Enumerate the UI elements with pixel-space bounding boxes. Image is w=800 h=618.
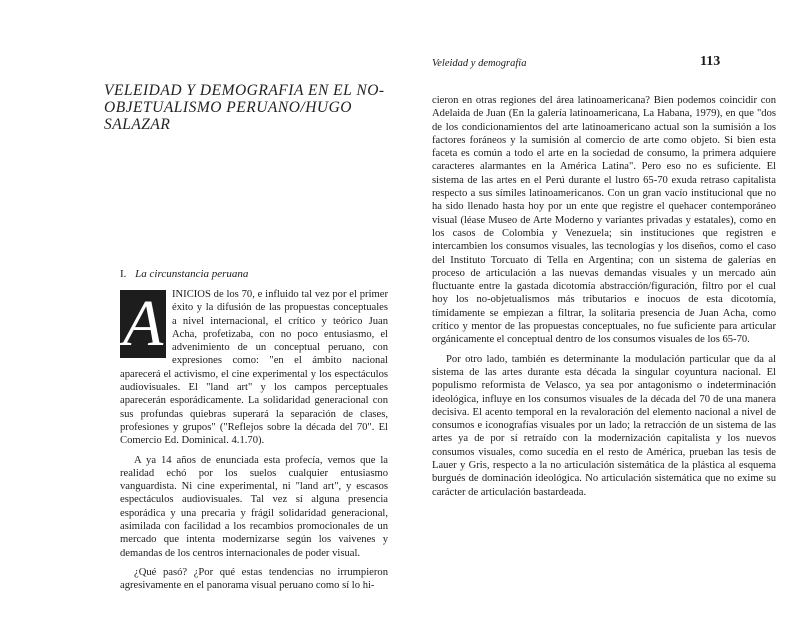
running-head: Veleidad y demografía xyxy=(432,58,527,69)
paragraph-continuation: cieron en otras regiones del área latinoamericana? Bien podemos coincidir con Adelaida de Juan (En la galería latinoamericana, La Habana, 1979), en que "dos de los condicionamientos del arte latinoamericano actual son la sumisión a los factores foráneos y la sumisión al comercio de arte como objeto. Si bien esta faceta es común a todo el arte en la sociedad de consumo, la primera adquiere caracteres alarmantes en la América Latina". Pero eso no es suficiente. El sistema de las artes en el Perú durante el lustro 65-70 exuda retraso capitalista respecto a sus símiles latinoamericanos. Con un gran vacío institucional que no ha sido llenado hasta hoy por un ente que registre el quehacer contemporáneo visual (léase Museo de Arte Moderno y variantes privadas y estatales), como en los casos de Colombia y Venezuela; sin instituciones que registren e intercambien los consumos visuales, las tecnologías y los diseños, como el caso del Instituto Torcuato di Tella en Argentina; con un sistema de galerías en proceso de articulación a las nuevas demandas visuales y un mercado aún fluctuante entre la gastada dicotomía abstracción/figuración, filtro por el cual hoy los no-objetualismos más tributarios e inocuos de esta dicotomía, tímidamente se empiezan a filtrar, la solitaria presencia de Juan Acha, como crítico y mentor de las propuestas conceptuales, no fue suficiente para articular orgánicamente el conceptual dentro de los consumos visuales de los 65-70. xyxy=(432,95,776,346)
section-heading xyxy=(120,268,248,280)
right-body-text xyxy=(432,94,776,505)
paragraph-2: A ya 14 años de enunciada esta profecía, vemos que la realidad echó por los suelos cualquier entusiasmo vanguardista. Ni cine experimental, ni "land art", y escasos espectáculos audiovisuales. Tal vez sí alguna presencia esporádica y una precaria y frágil solidaridad generacional, asimilada con facilidad a los recambios promocionales de un mercado que intenta modernizarse según los vaivenes y demandas de los centros internacionales de poder visual. xyxy=(120,454,388,559)
section-number: I. xyxy=(120,268,127,280)
article-title: VELEIDAD Y DEMOGRAFIA EN EL NO-OBJETUALISMO PERUANO/HUGO SALAZAR xyxy=(104,82,385,133)
left-body-text xyxy=(120,288,388,599)
paragraph-1-text: INICIOS de los 70, e influido tal vez por el primer éxito y la difusión de las propuestas conceptuales a nivel internacional, el crítico y teórico Juan Acha, profetizaba, con no poco entusiasmo, el advenimiento de un conceptual peruano, con expresiones como: "en el ámbito nacional aparecerá el activismo, el cine experimental y los espectáculos audiovisuales. El "land art" y los campos perceptuales aparecerán esporádicamente. La solidaridad generacional con sus profundas quiebras superará la separación de clases, profesiones y grupos" ("Reflejos sobre la década del 70". El Comercio Ed. Dominical. 4.1.70). xyxy=(120,289,388,447)
paragraph-next: Por otro lado, también es determinante la modulación particular que da al sistema de las artes durante esta década la singular coyuntura nacional. El populismo reformista de Velasco, ya sea por antagonismo o indeterminación ideológica, influye en los consumos visuales de la década del 70 de una manera decisiva. El acento temporal en la revaloración del elemento nacional a nivel de consumos e iconografías visuales por un lado; la retracción de un sistema de las artes ya de por sí retraído con la modernización capitalista y los nuevos consumos visuales, como sucedía en el resto de América, prueban las tesis de Lauer y Gris, respecto a la no articulación sistemática de la plástica al esquema burgués de dominación ideológica. No articulación sistemática que no exime su carácter de articulación bastardeada. xyxy=(432,353,776,498)
page-number: 113 xyxy=(700,54,721,69)
paragraph-1 xyxy=(120,288,388,448)
right-page xyxy=(400,0,800,618)
paragraph-3: ¿Qué pasó? ¿Por qué estas tendencias no irrumpieron agresivamente en el panorama visual peruano como sí lo hi- xyxy=(120,566,388,592)
dropcap-initial: A xyxy=(120,290,166,358)
section-title: La circunstancia peruana xyxy=(135,268,249,280)
